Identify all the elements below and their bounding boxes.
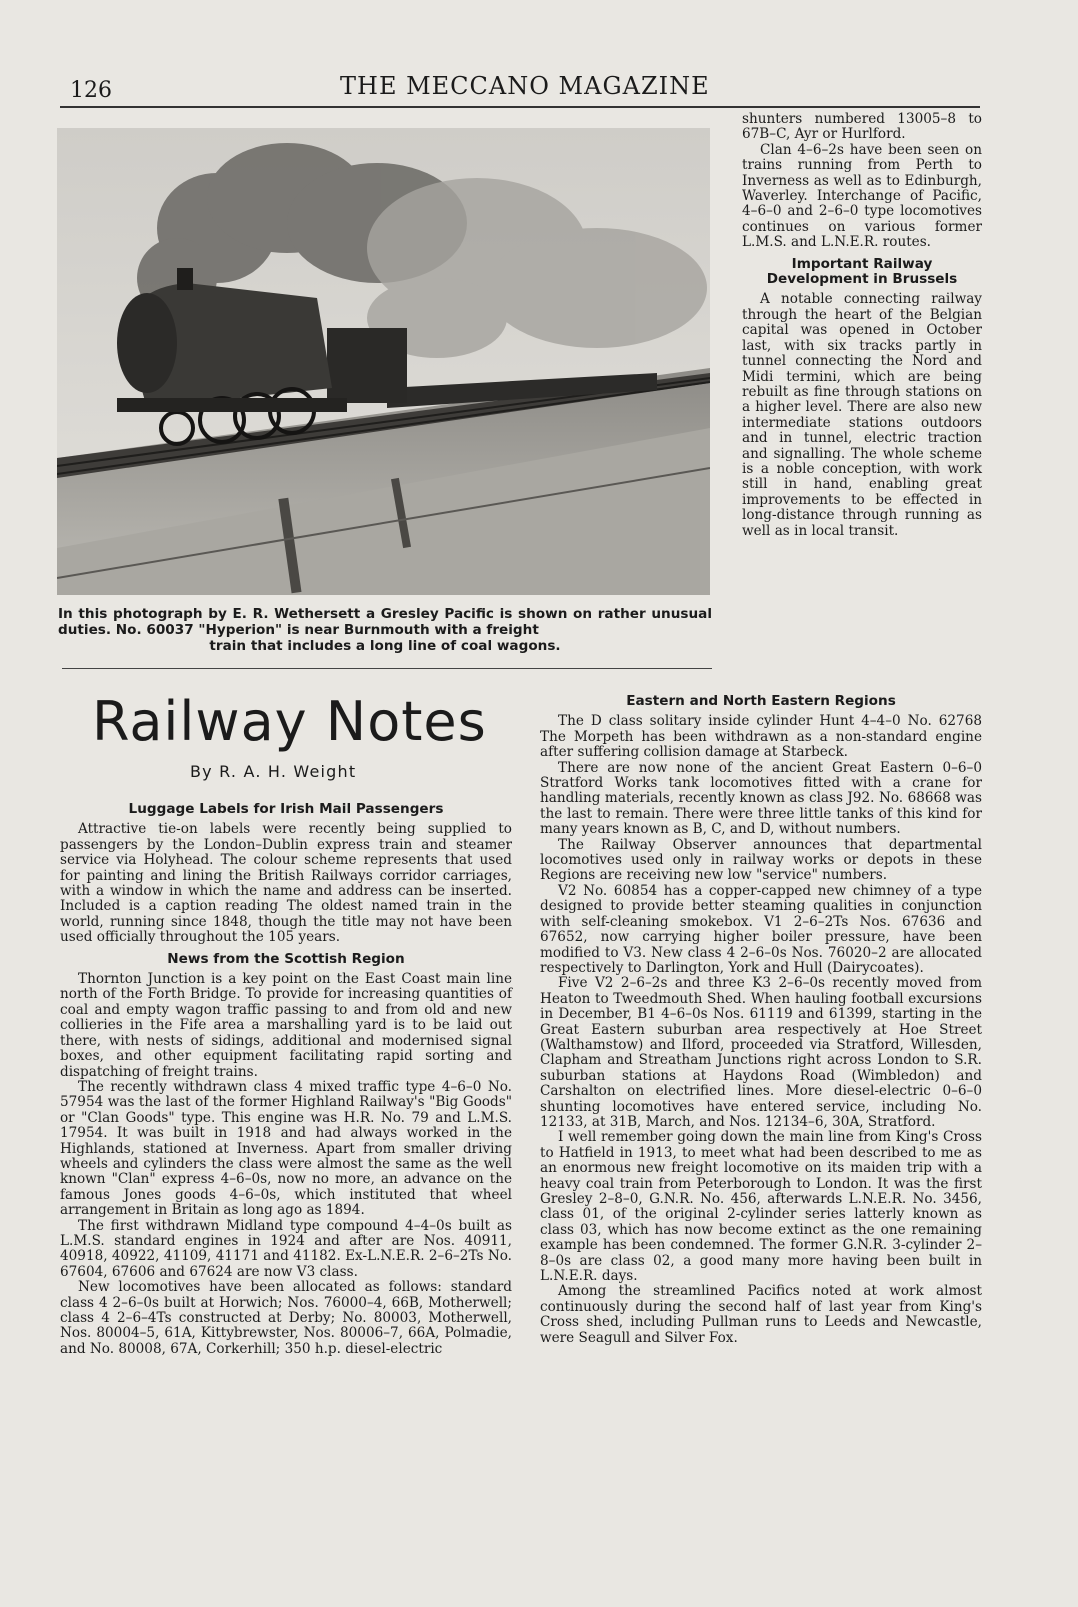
caption-line-1: In this photograph by E. R. Wethersett a Gresley Pacific is shown on rather unusual duties. No. 60037 "Hyperion" is near Burnmouth with a freight: [58, 606, 712, 638]
paragraph: A notable connecting railway through the heart of the Belgian capital was opened in October last, with six tracks partly in tunnel connecting the Nord and Midi termini, which are being rebuilt as fine through stations on a higher level. There are also new intermediate stations outdoors and in tunnel, electric traction and signalling. The whole scheme is a noble conception, with work still in hand, enabling great improvements to be effected in long-distance through running as well as in local transit.: [742, 291, 982, 539]
photo-caption: [58, 606, 712, 654]
paragraph: Among the streamlined Pacifics noted at work almost continuously during the second half of last year from King's Cross shed, including Pullman runs to Leeds and Newcastle, were Seagull and Silver Fox.: [540, 1283, 982, 1346]
article-byline: By R. A. H. Weight: [190, 762, 357, 781]
caption-rule: [62, 668, 712, 669]
section-heading: Luggage Labels for Irish Mail Passengers: [128, 801, 444, 817]
paragraph: V2 No. 60854 has a copper-capped new chimney of a type designed to provide better steaming qualities in conjunction with self-cleaning smokebox. V1 2–6–2Ts Nos. 67636 and 67652, now carrying higher boiler pressure, have been modified to V3. New class 4 2–6–0s Nos. 76020–2 are allocated respectively to Darlington, York and Hull (Dairycoates).: [540, 882, 982, 976]
paragraph: There are now none of the ancient Great Eastern 0–6–0 Stratford Works tank locomotives fitted with a crane for handling materials, recently known as class J92. No. 68668 was the last to remain. There were three little tanks of this kind for many years known as B, C, and D, without numbers.: [540, 759, 982, 838]
section-heading: Important Railway Development in Brussels: [766, 255, 958, 288]
paragraph: shunters numbered 13005–8 to 67B–C, Ayr or Hurlford.: [742, 111, 982, 143]
paragraph: Clan 4–6–2s have been seen on trains running from Perth to Inverness as well as to Edinburgh, Waverley. Interchange of Pacific, 4–6–0 and 2–6–0 type locomotives continues on various former L.M.S. and L.N.E.R. routes.: [742, 141, 982, 251]
caption-line-2: train that includes a long line of coal wagons.: [209, 638, 561, 654]
paragraph: The D class solitary inside cylinder Hunt 4–4–0 No. 62768 The Morpeth has been withdrawn as a non-standard engine after suffering collision damage at Starbeck.: [540, 713, 982, 761]
header-rule: [60, 106, 980, 108]
paragraph: The recently withdrawn class 4 mixed traffic type 4–6–0 No. 57954 was the last of the former Highland Railway's "Big Goods" or "Clan Goods" type. This engine was H.R. No. 79 and L.M.S. 17954. It was built in 1918 and had always worked in the Highlands, stationed at Inverness. Apart from smaller driving wheels and cylinders the class were almost the same as the well known "Clan" express 4–6–0s, now no more, an advance on the famous Jones goods 4–6–0s, which instituted that wheel arrangement in Britain as long ago as 1894.: [60, 1078, 512, 1219]
article-title: Railway Notes: [92, 690, 487, 753]
paragraph: I well remember going down the main line from King's Cross to Hatfield in 1913, to meet what had been described to me as an enormous new freight locomotive on its maiden trip with a heavy coal train from Peterborough to London. It was the first Gresley 2–8–0, G.N.R. No. 456, afterwards L.N.E.R. No. 3456, class 01, of the original 2-cylinder series latterly known as class 03, which has now become extinct as the one remaining example has been condemned. The former G.N.R. 3-cylinder 2–8–0s are class 02, a good many more having been built in L.N.E.R. days.: [540, 1129, 982, 1285]
magazine-title: THE MECCANO MAGAZINE: [340, 72, 710, 100]
paragraph: Five V2 2–6–2s and three K3 2–6–0s recently moved from Heaton to Tweedmouth Shed. When hauling football excursions in December, B1 4–6–0s Nos. 61119 and 61399, starting in the Great Eastern suburban area respectively at Hoe Street (Walthamstow) and Ilford, proceeded via Stratford, Willesden, Clapham and Streatham Junctions right across London to S.R. suburban stations at Haydons Road (Wimbledon) and Carshalton on electrified lines. More diesel-electric 0–6–0 shunting locomotives have entered service, including No. 12133, at 31B, March, and Nos. 12134–6, 30A, Stratford.: [540, 975, 982, 1130]
paragraph: New locomotives have been allocated as follows: standard class 4 2–6–0s built at Horwich; Nos. 76000–4, 66B, Motherwell; class 4 2–6–4Ts constructed at Derby; No. 80003, Motherwell, Nos. 80004–5, 61A, Kittybrewster, Nos. 80006–7, 66A, Polmadie, and No. 80008, 67A, Corkerhill; 350 h.p. diesel-electric: [60, 1279, 512, 1357]
paragraph: The first withdrawn Midland type compound 4–4–0s built as L.M.S. standard engines in 1924 and after are Nos. 40911, 40918, 40922, 41109, 41171 and 41182. Ex-L.N.E.R. 2–6–2Ts No. 67604, 67606 and 67624 are now V3 class.: [60, 1217, 512, 1280]
paragraph: The Railway Observer announces that departmental locomotives used only in railway works or depots in these Regions are receiving new low "service" numbers.: [540, 836, 982, 884]
paragraph: Thornton Junction is a key point on the East Coast main line north of the Forth Bridge. To provide for increasing quantities of coal and empty wagon traffic passing to and from old and new collieries in the Fife area a marshalling yard is to be laid out there, with nests of sidings, additional and modernised signal boxes, and other equipment facilitating rapid sorting and dispatching of freight trains.: [60, 971, 512, 1080]
paragraph: Attractive tie-on labels were recently being supplied to passengers by the London–Dublin express train and steamer service via Holyhead. The colour scheme represents that used for painting and lining the British Railways corridor carriages, with a window in which the name and address can be inserted. Included is a caption reading The oldest named train in the world, running since 1848, though the title may not have been used officially throughout the 105 years.: [60, 821, 512, 946]
right-top-column: [742, 112, 982, 539]
section-heading: Eastern and North Eastern Regions: [626, 693, 896, 709]
section-heading: News from the Scottish Region: [167, 950, 405, 967]
left-column: [60, 796, 512, 1357]
locomotive-photo: [57, 128, 710, 595]
right-column: [540, 694, 982, 1346]
page-number: 126: [70, 78, 112, 103]
